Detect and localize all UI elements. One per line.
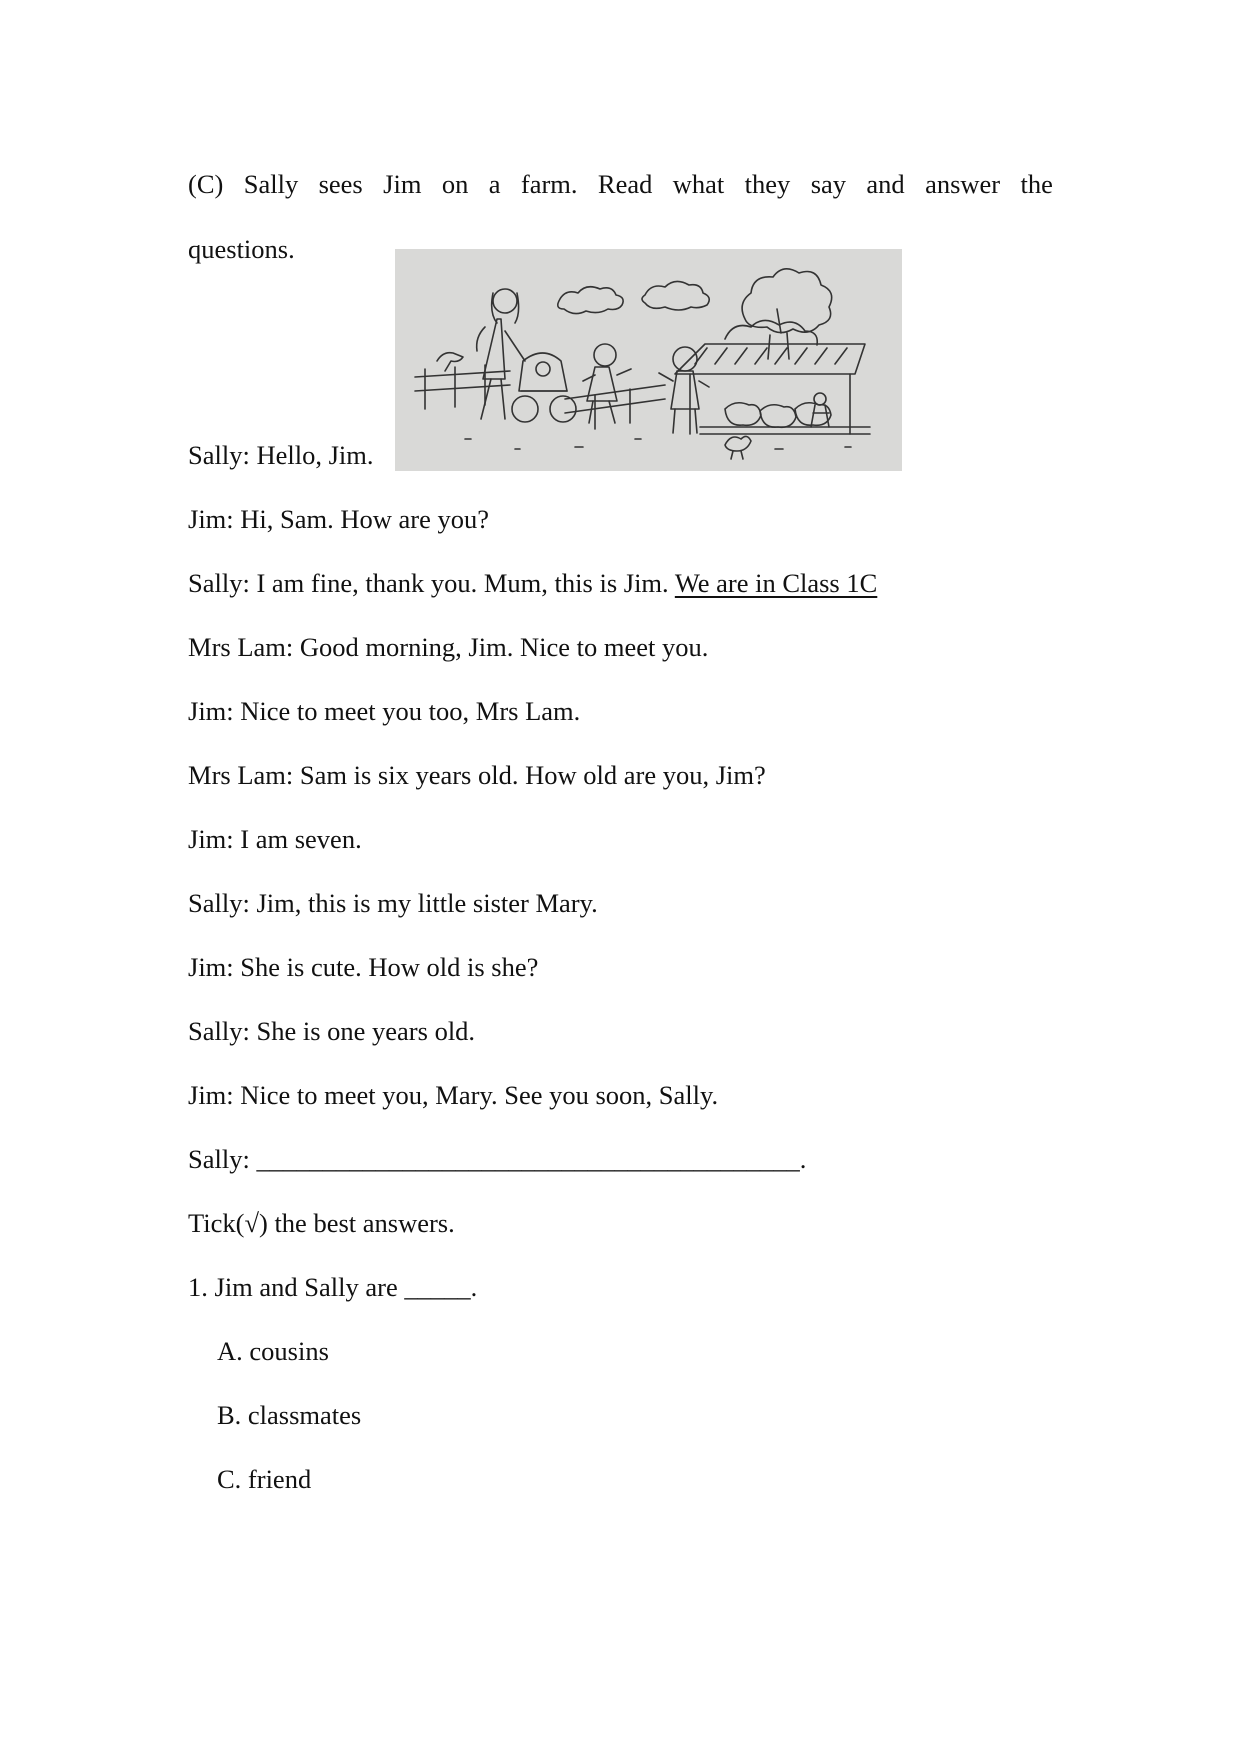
- dialogue-line: [188, 503, 489, 535]
- speaker-label: Sally:: [188, 568, 250, 598]
- speaker-label: Sally:: [188, 888, 250, 918]
- underlined-phrase: We are in Class 1C: [674, 568, 878, 598]
- intro-word: sees: [318, 169, 363, 199]
- intro-word: say: [810, 169, 847, 199]
- dialogue-text: I am seven.: [233, 824, 362, 854]
- speaker-label: Jim:: [188, 952, 234, 982]
- speaker-label: Jim:: [188, 824, 234, 854]
- dialogue-text: I am fine, thank you. Mum, this is Jim.: [249, 568, 675, 598]
- intro-word: and: [866, 169, 905, 199]
- dialogue-text: Hi, Sam. How are you?: [233, 504, 490, 534]
- dialogue-text: She is cute. How old is she?: [233, 952, 539, 982]
- dialogue-line: [188, 695, 580, 727]
- intro-word: a: [488, 169, 501, 199]
- intro-word: what: [672, 169, 725, 199]
- speaker-label: Mrs Lam:: [188, 632, 294, 662]
- intro-word: they: [744, 169, 791, 199]
- dialogue-line: [188, 567, 877, 599]
- dialogue-text: Sam is six years old. How old are you, Jim?: [293, 760, 766, 790]
- intro-word: the: [1020, 169, 1053, 199]
- dialogue-text: Hello, Jim.: [249, 440, 374, 470]
- speaker-label: Sally:: [188, 1144, 250, 1174]
- intro-word: Sally: [243, 169, 299, 199]
- option-c[interactable]: C. friend: [217, 1464, 312, 1494]
- dialogue-line: [188, 951, 538, 983]
- answer-blank[interactable]: _________________________________________.: [249, 1144, 807, 1174]
- dialogue-line: [188, 823, 362, 855]
- intro-word: answer: [925, 169, 1001, 199]
- speaker-label: Sally:: [188, 1016, 250, 1046]
- dialogue-line: [188, 1143, 806, 1175]
- instruction-text: Tick(√) the best answers.: [188, 1208, 455, 1238]
- dialogue-line: [188, 439, 374, 471]
- speaker-label: Jim:: [188, 504, 234, 534]
- dialogue-line: [188, 759, 766, 791]
- option-b[interactable]: B. classmates: [217, 1400, 362, 1430]
- speaker-label: Jim:: [188, 696, 234, 726]
- intro-word: (C): [188, 169, 224, 199]
- intro-continuation: questions.: [188, 234, 295, 264]
- dialogue-text: She is one years old.: [249, 1016, 476, 1046]
- dialogue-text: Jim, this is my little sister Mary.: [249, 888, 598, 918]
- dialogue-line: [188, 1015, 475, 1047]
- speaker-label: Sally:: [188, 440, 250, 470]
- dialogue-text: Nice to meet you, Mary. See you soon, Sally.: [233, 1080, 719, 1110]
- intro-word: Jim: [383, 169, 422, 199]
- dialogue-text: Good morning, Jim. Nice to meet you.: [293, 632, 709, 662]
- intro-word: farm.: [520, 169, 578, 199]
- speaker-label: Mrs Lam:: [188, 760, 294, 790]
- dialogue-line: [188, 631, 708, 663]
- speaker-label: Jim:: [188, 1080, 234, 1110]
- intro-word: Read: [597, 169, 653, 199]
- option-a[interactable]: A. cousins: [217, 1336, 329, 1366]
- dialogue-text: Nice to meet you too, Mrs Lam.: [233, 696, 581, 726]
- intro-line: [188, 168, 1053, 200]
- question-text: 1. Jim and Sally are _____.: [188, 1272, 478, 1302]
- farm-scene-illustration: [395, 249, 902, 471]
- intro-word: on: [441, 169, 469, 199]
- dialogue-line: [188, 887, 598, 919]
- dialogue-line: [188, 1079, 718, 1111]
